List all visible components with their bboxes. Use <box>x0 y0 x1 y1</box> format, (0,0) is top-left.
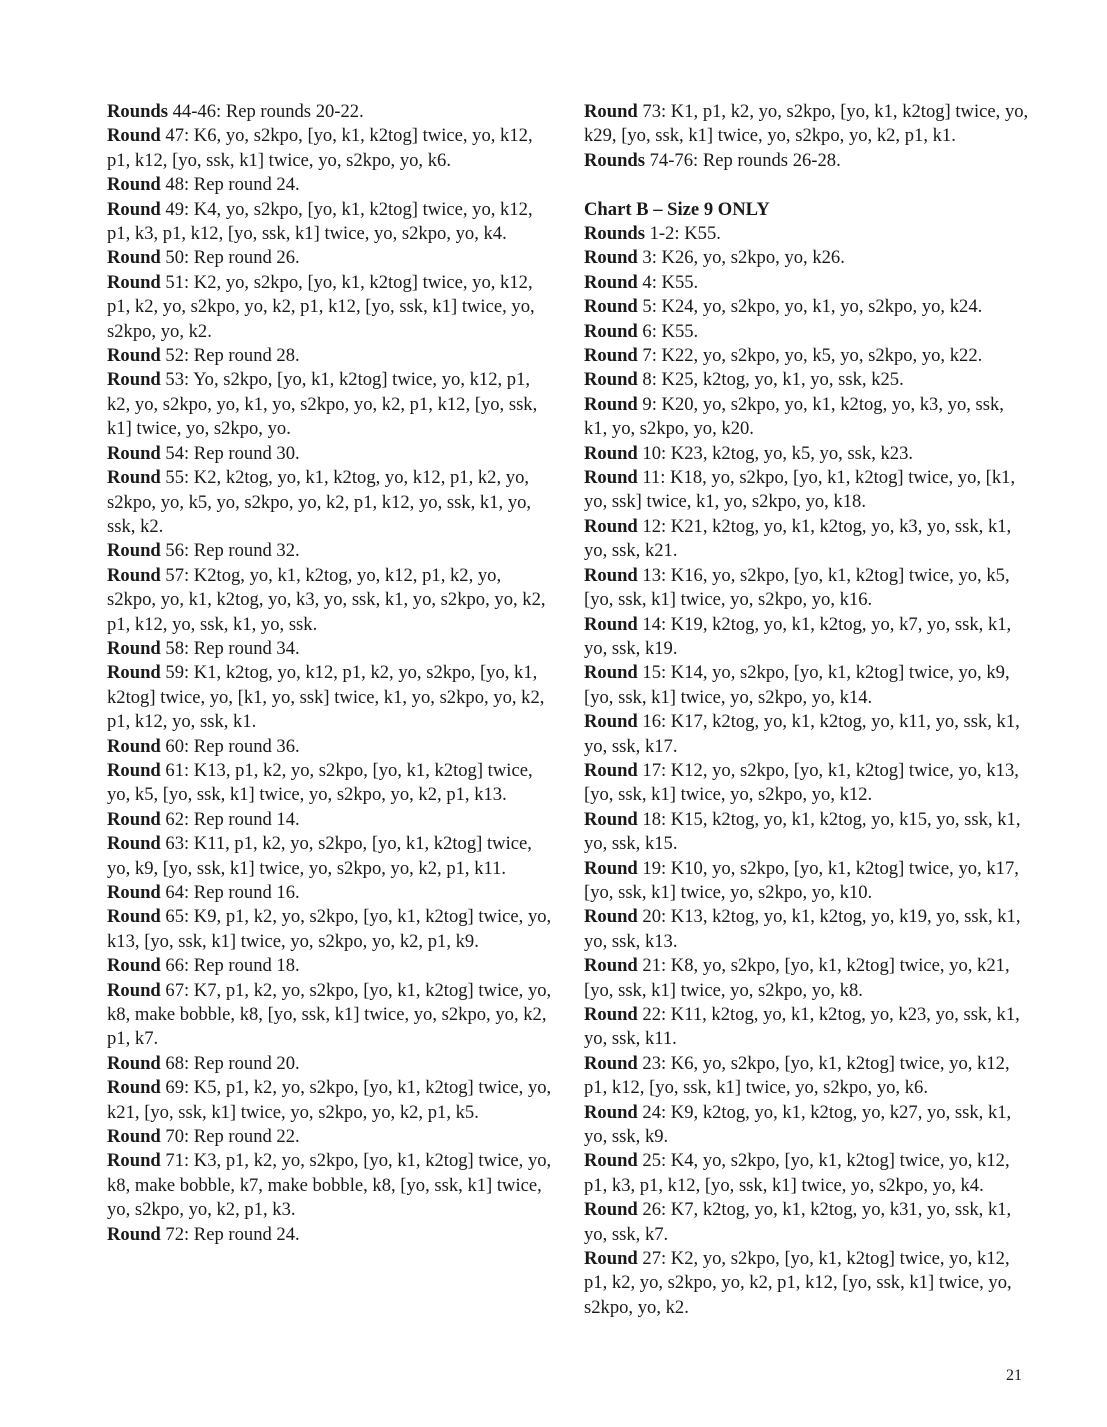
round-text: 23: K6, yo, s2kpo, [yo, k1, k2tog] twice, yo, k12, p1, k12, [yo, ssk, k1] twice, yo, s2kpo, yo, k6. <box>584 1052 1010 1099</box>
round-text: 27: K2, yo, s2kpo, [yo, k1, k2tog] twice, yo, k12, p1, k2, yo, s2kpo, yo, k2, p1, k12, [yo, ssk, k1] twice, yo, s2kpo, yo, k2. <box>584 1248 1012 1318</box>
round-text: 51: K2, yo, s2kpo, [yo, k1, k2tog] twice, yo, k12, p1, k2, yo, s2kpo, yo, k2, p1, k12, [yo, ssk, k1] twice, yo, s2kpo, yo, k2. <box>107 271 535 342</box>
round-label: Round <box>107 906 161 928</box>
round-label: Round <box>107 1077 161 1099</box>
round-label: Round <box>584 808 638 830</box>
chart-b-rounds <box>584 222 1030 1320</box>
round-text: 54: Rep round 30. <box>160 442 300 464</box>
round-instruction <box>107 344 553 368</box>
round-instruction <box>584 271 1030 295</box>
round-label: Round <box>584 1101 638 1123</box>
round-label: Round <box>584 369 638 391</box>
round-instruction <box>107 539 553 563</box>
round-instruction <box>107 759 553 808</box>
round-label: Round <box>107 467 161 489</box>
round-text: 7: K22, yo, s2kpo, yo, k5, yo, s2kpo, yo, k22. <box>637 345 983 367</box>
round-text: 57: K2tog, yo, k1, k2tog, yo, k12, p1, k2, yo, s2kpo, yo, k1, k2tog, yo, k3, yo, ssk, k1, yo, s2kpo, yo, k2, p1, k12, yo, ssk, k1, yo, ssk. <box>107 564 546 635</box>
round-label: Rounds <box>107 101 168 122</box>
right-column <box>584 100 1030 1320</box>
round-label: Round <box>584 442 638 464</box>
round-instruction <box>107 661 553 734</box>
round-text: 58: Rep round 34. <box>160 637 300 659</box>
round-instruction <box>584 1247 1030 1320</box>
round-label: Round <box>107 979 161 1001</box>
round-instruction <box>584 344 1030 368</box>
round-instruction <box>107 442 553 466</box>
round-instruction <box>107 1125 553 1149</box>
round-text: 3: K26, yo, s2kpo, yo, k26. <box>637 247 845 269</box>
round-instruction <box>584 295 1030 319</box>
round-instruction <box>584 368 1030 392</box>
round-instruction <box>584 1101 1030 1150</box>
round-text: 19: K10, yo, s2kpo, [yo, k1, k2tog] twice, yo, k17, [yo, ssk, k1] twice, yo, s2kpo, yo, k10. <box>584 857 1019 903</box>
round-label: Round <box>107 345 161 367</box>
round-label: Round <box>107 1150 161 1172</box>
round-text: 10: K23, k2tog, yo, k5, yo, ssk, k23. <box>637 442 914 464</box>
left-column <box>107 100 553 1247</box>
round-instruction <box>107 905 553 954</box>
round-label: Round <box>107 369 161 391</box>
round-text: 50: Rep round 26. <box>160 247 300 269</box>
round-instruction <box>107 1052 553 1076</box>
round-text: 5: K24, yo, s2kpo, yo, k1, yo, s2kpo, yo, k24. <box>637 296 983 318</box>
round-text: 59: K1, k2tog, yo, k12, p1, k2, yo, s2kpo, [yo, k1, k2tog] twice, yo, [k1, yo, ssk] twice, k1, yo, s2kpo, yo, k2, p1, k12, yo, ssk, k1. <box>107 662 545 733</box>
round-label: Round <box>584 955 638 977</box>
round-text: 21: K8, yo, s2kpo, [yo, k1, k2tog] twice, yo, k21, [yo, ssk, k1] twice, yo, s2kpo, yo, k8. <box>584 955 1010 1001</box>
round-label: Round <box>584 1052 638 1074</box>
round-label: Round <box>584 662 638 684</box>
round-text: 64: Rep round 16. <box>160 882 300 903</box>
round-text: 55: K2, k2tog, yo, k1, k2tog, yo, k12, p1, k2, yo, s2kpo, yo, k5, yo, s2kpo, yo, k2, p1, k12, yo, ssk, k1, yo, ssk, k2. <box>107 467 532 537</box>
round-label: Round <box>107 198 161 220</box>
round-text: 4: K55. <box>637 271 699 293</box>
round-text: 73: K1, p1, k2, yo, s2kpo, [yo, k1, k2tog] twice, yo, k29, [yo, ssk, k1] twice, yo, s2kpo, yo, k2, p1, k1. <box>584 101 1029 147</box>
round-instruction <box>107 735 553 759</box>
round-text: 44-46: Rep rounds 20-22. <box>167 101 364 122</box>
round-label: Round <box>584 271 638 293</box>
round-instruction <box>107 271 553 344</box>
round-instruction <box>107 881 553 905</box>
round-label: Rounds <box>584 223 645 245</box>
round-label: Round <box>107 247 161 269</box>
round-label: Round <box>107 271 161 293</box>
round-instruction <box>584 857 1030 906</box>
round-text: 14: K19, k2tog, yo, k1, k2tog, yo, k7, yo, ssk, k1, yo, ssk, k19. <box>584 613 1012 659</box>
round-text: 65: K9, p1, k2, yo, s2kpo, [yo, k1, k2tog] twice, yo, k13, [yo, ssk, k1] twice, yo, s2kpo, yo, k2, p1, k9. <box>107 906 552 952</box>
round-text: 62: Rep round 14. <box>160 808 300 830</box>
round-instruction <box>584 515 1030 564</box>
round-label: Rounds <box>584 149 645 171</box>
round-instruction <box>584 246 1030 270</box>
round-text: 53: Yo, s2kpo, [yo, k1, k2tog] twice, yo, k12, p1, k2, yo, s2kpo, yo, k1, yo, s2kpo, yo, k2, p1, k12, [yo, ssk, k1] twice, yo, s2kpo, yo. <box>107 369 538 440</box>
round-text: 47: K6, yo, s2kpo, [yo, k1, k2tog] twice, yo, k12, p1, k12, [yo, ssk, k1] twice, yo, s2kpo, yo, k6. <box>107 125 533 171</box>
round-instruction <box>584 613 1030 662</box>
round-label: Round <box>584 564 638 586</box>
round-text: 63: K11, p1, k2, yo, s2kpo, [yo, k1, k2tog] twice, yo, k9, [yo, ssk, k1] twice, yo, s2kpo, yo, k2, p1, k11. <box>107 833 532 879</box>
round-text: 18: K15, k2tog, yo, k1, k2tog, yo, k15, yo, ssk, k1, yo, ssk, k15. <box>584 808 1021 855</box>
round-text: 6: K55. <box>637 320 699 342</box>
round-label: Round <box>584 101 638 122</box>
round-instruction <box>107 368 553 441</box>
round-label: Round <box>584 759 638 781</box>
round-text: 61: K13, p1, k2, yo, s2kpo, [yo, k1, k2tog] twice, yo, k5, [yo, ssk, k1] twice, yo, s2kpo, yo, k2, p1, k13. <box>107 759 533 806</box>
round-text: 16: K17, k2tog, yo, k1, k2tog, yo, k11, yo, ssk, k1, yo, ssk, k17. <box>584 711 1020 757</box>
round-text: 72: Rep round 24. <box>160 1223 300 1245</box>
round-text: 71: K3, p1, k2, yo, s2kpo, [yo, k1, k2tog] twice, yo, k8, make bobble, k7, make bobble, k8, [yo, ssk, k1] twice, yo, s2kpo, yo, k2, p1, k3. <box>107 1150 552 1221</box>
round-label: Round <box>584 515 638 537</box>
round-instruction <box>584 954 1030 1003</box>
round-label: Round <box>584 1199 638 1221</box>
round-label: Round <box>584 247 638 269</box>
round-instruction <box>107 832 553 881</box>
round-instruction <box>584 1003 1030 1052</box>
round-text: 9: K20, yo, s2kpo, yo, k1, k2tog, yo, k3, yo, ssk, k1, yo, s2kpo, yo, k20. <box>584 393 1004 440</box>
round-label: Round <box>107 882 161 903</box>
round-text: 8: K25, k2tog, yo, k1, yo, ssk, k25. <box>637 369 904 391</box>
round-text: 67: K7, p1, k2, yo, s2kpo, [yo, k1, k2tog] twice, yo, k8, make bobble, k8, [yo, ssk, k1] twice, yo, s2kpo, yo, k2, p1, k7. <box>107 979 552 1050</box>
round-instruction <box>107 564 553 637</box>
round-instruction <box>107 808 553 832</box>
round-instruction <box>584 466 1030 515</box>
round-text: 13: K16, yo, s2kpo, [yo, k1, k2tog] twice, yo, k5, [yo, ssk, k1] twice, yo, s2kpo, yo, k16. <box>584 564 1010 611</box>
round-text: 60: Rep round 36. <box>160 735 300 757</box>
round-instruction <box>107 1149 553 1222</box>
round-label: Round <box>584 1248 638 1270</box>
round-instruction <box>107 637 553 661</box>
round-instruction <box>107 1223 553 1247</box>
round-instruction <box>107 198 553 247</box>
round-text: 68: Rep round 20. <box>160 1052 300 1074</box>
round-text: 74-76: Rep rounds 26-28. <box>644 149 841 171</box>
round-label: Round <box>584 345 638 367</box>
round-text: 26: K7, k2tog, yo, k1, k2tog, yo, k31, yo, ssk, k1, yo, ssk, k7. <box>584 1199 1012 1245</box>
round-label: Round <box>107 1223 161 1245</box>
round-label: Round <box>107 1052 161 1074</box>
round-label: Round <box>584 613 638 635</box>
round-label: Round <box>107 662 161 684</box>
round-label: Round <box>584 711 638 733</box>
round-label: Round <box>107 735 161 757</box>
round-label: Round <box>107 174 161 196</box>
right-column-top <box>584 100 1030 173</box>
round-instruction <box>584 759 1030 808</box>
round-label: Round <box>107 955 161 977</box>
round-label: Round <box>107 540 161 562</box>
round-instruction <box>584 393 1030 442</box>
round-instruction <box>584 100 1030 149</box>
round-label: Round <box>107 637 161 659</box>
round-text: 24: K9, k2tog, yo, k1, k2tog, yo, k27, yo, ssk, k1, yo, ssk, k9. <box>584 1101 1012 1148</box>
round-label: Round <box>107 833 161 855</box>
round-label: Round <box>584 1004 638 1026</box>
round-instruction <box>107 466 553 539</box>
round-instruction <box>584 808 1030 857</box>
round-label: Round <box>107 125 161 147</box>
round-text: 69: K5, p1, k2, yo, s2kpo, [yo, k1, k2tog] twice, yo, k21, [yo, ssk, k1] twice, yo, s2kpo, yo, k2, p1, k5. <box>107 1077 552 1123</box>
round-text: 66: Rep round 18. <box>160 955 300 977</box>
round-instruction <box>107 246 553 270</box>
round-instruction <box>107 954 553 978</box>
round-text: 49: K4, yo, s2kpo, [yo, k1, k2tog] twice, yo, k12, p1, k3, p1, k12, [yo, ssk, k1] twice, yo, s2kpo, yo, k4. <box>107 198 533 245</box>
round-instruction <box>584 442 1030 466</box>
round-text: 22: K11, k2tog, yo, k1, k2tog, yo, k23, yo, ssk, k1, yo, ssk, k11. <box>584 1004 1020 1050</box>
round-label: Round <box>107 442 161 464</box>
round-instruction <box>584 1149 1030 1198</box>
round-instruction <box>584 320 1030 344</box>
round-text: 17: K12, yo, s2kpo, [yo, k1, k2tog] twice, yo, k13, [yo, ssk, k1] twice, yo, s2kpo, yo, k12. <box>584 759 1019 806</box>
round-instruction <box>584 222 1030 246</box>
round-instruction <box>107 173 553 197</box>
round-instruction <box>107 1076 553 1125</box>
round-text: 52: Rep round 28. <box>160 345 300 367</box>
round-label: Round <box>584 320 638 342</box>
round-label: Round <box>107 564 161 586</box>
round-text: 15: K14, yo, s2kpo, [yo, k1, k2tog] twice, yo, k9, [yo, ssk, k1] twice, yo, s2kpo, yo, k14. <box>584 662 1010 708</box>
round-label: Round <box>107 759 161 781</box>
round-instruction <box>584 1198 1030 1247</box>
round-instruction <box>584 1052 1030 1101</box>
round-text: 25: K4, yo, s2kpo, [yo, k1, k2tog] twice, yo, k12, p1, k3, p1, k12, [yo, ssk, k1] twice, yo, s2kpo, yo, k4. <box>584 1150 1010 1196</box>
round-text: 11: K18, yo, s2kpo, [yo, k1, k2tog] twice, yo, [k1, yo, ssk] twice, k1, yo, s2kpo, yo, k18. <box>584 467 1016 513</box>
round-text: 1-2: K55. <box>644 223 721 245</box>
round-instruction <box>584 149 1030 173</box>
round-label: Round <box>584 296 638 318</box>
round-label: Round <box>584 393 638 415</box>
round-instruction <box>584 661 1030 710</box>
round-instruction <box>584 564 1030 613</box>
round-instruction <box>107 100 553 124</box>
round-instruction <box>107 124 553 173</box>
round-instruction <box>584 710 1030 759</box>
round-label: Round <box>584 906 638 928</box>
round-text: 56: Rep round 32. <box>160 540 300 562</box>
round-text: 48: Rep round 24. <box>160 174 300 196</box>
round-label: Round <box>107 1126 161 1148</box>
round-instruction <box>107 979 553 1052</box>
round-instruction <box>584 905 1030 954</box>
round-text: 12: K21, k2tog, yo, k1, k2tog, yo, k3, yo, ssk, k1, yo, ssk, k21. <box>584 515 1012 562</box>
chart-b-heading: Chart B – Size 9 ONLY <box>584 198 770 220</box>
round-text: 20: K13, k2tog, yo, k1, k2tog, yo, k19, yo, ssk, k1, yo, ssk, k13. <box>584 906 1021 952</box>
round-label: Round <box>584 467 638 489</box>
round-label: Round <box>107 808 161 830</box>
round-label: Round <box>584 1150 638 1172</box>
page-number: 21 <box>1006 1367 1022 1384</box>
round-label: Round <box>584 857 638 879</box>
round-text: 70: Rep round 22. <box>160 1126 300 1148</box>
